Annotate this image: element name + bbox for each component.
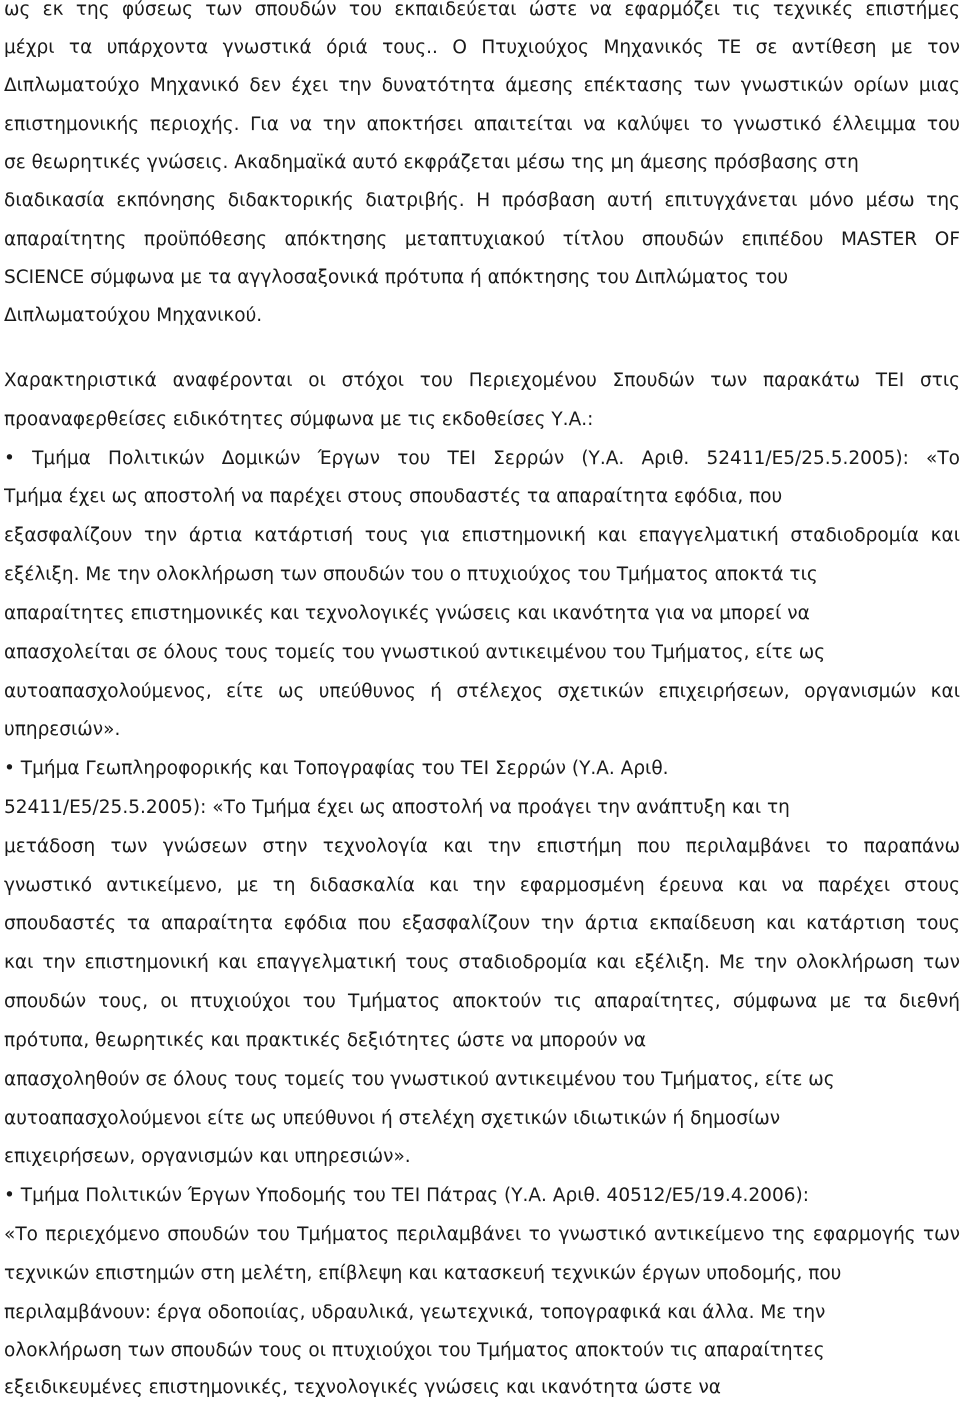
text-line: σπουδών τους, οι πτυχιούχοι του Τμήματος αποκτούν τις απαραίτητες, σύμφωνα με τα διεθνή	[4, 991, 960, 1012]
text-line: 52411/Ε5/25.5.2005): «Το Τμήμα έχει ως αποστολή να προάγει την ανάπτυξη και τη	[4, 797, 790, 818]
text-line: Χαρακτηριστικά αναφέρονται οι στόχοι του Περιεχομένου Σπουδών των παρακάτω ΤΕΙ στις	[4, 370, 960, 391]
bullet-item: • Τμήμα Πολιτικών Έργων Υποδομής του ΤΕΙ Πάτρας (Υ.Α. Αριθ. 40512/Ε5/19.4.2006):	[4, 1185, 809, 1206]
text-line: εξειδικευμένες επιστημονικές, τεχνολογικές γνώσεις και ικανότητα ώστε να	[4, 1377, 721, 1398]
text-line: διαδικασία εκπόνησης διδακτορικής διατριβής. Η πρόσβαση αυτή επιτυγχάνεται μόνο μέσω της	[4, 190, 960, 211]
text-line: μέχρι τα υπάρχοντα γνωστικά όριά τους.. Ο Πτυχιούχος Μηχανικός ΤΕ σε αντίθεση με τον	[4, 37, 960, 58]
text-line: αυτοαπασχολούμενοι είτε ως υπεύθυνοι ή στελέχη σχετικών ιδιωτικών ή δημοσίων	[4, 1108, 781, 1129]
text-line: προαναφερθείσες ειδικότητες σύμφωνα με τις εκδοθείσες Υ.Α.:	[4, 409, 594, 430]
bullet-item: • Τμήμα Γεωπληροφορικής και Τοπογραφίας του ΤΕΙ Σερρών (Υ.Α. Αριθ.	[4, 758, 669, 779]
text-line: Τμήμα έχει ως αποστολή να παρέχει στους σπουδαστές τα απαραίτητα εφόδια, που	[4, 486, 783, 507]
text-line: μετάδοση των γνώσεων στην τεχνολογία και την επιστήμη που περιλαμβάνει το παραπάνω	[4, 836, 960, 857]
text-line: SCIENCE σύμφωνα με τα αγγλοσαξονικά πρότυπα ή απόκτησης του Διπλώματος του	[4, 267, 789, 288]
text-line: περιλαμβάνουν: έργα οδοποιίας, υδραυλικά, γεωτεχνικά, τοπογραφικά και άλλα. Με την	[4, 1302, 826, 1323]
text-line: Διπλωματούχου Μηχανικού.	[4, 305, 263, 326]
text-line: τεχνικών επιστημών στη μελέτη, επίβλεψη και κατασκευή τεχνικών έργων υποδομής, που	[4, 1263, 842, 1284]
text-line: επιχειρήσεων, οργανισμών και υπηρεσιών».	[4, 1146, 411, 1167]
text-line: Διπλωματούχο Μηχανικό δεν έχει την δυνατότητα άμεσης επέκτασης των γνωστικών ορίων μιας	[4, 75, 960, 96]
text-line: αυτοαπασχολούμενος, είτε ως υπεύθυνος ή στέλεχος σχετικών επιχειρήσεων, οργανισμών και	[4, 681, 960, 702]
text-line: εξασφαλίζουν την άρτια κατάρτισή τους για επιστημονική και επαγγελματική σταδιοδρομία και	[4, 525, 960, 546]
text-line: υπηρεσιών».	[4, 719, 121, 740]
text-line: απαραίτητες επιστημονικές και τεχνολογικές γνώσεις και ικανότητα για να μπορεί να	[4, 603, 810, 624]
text-line: και την επιστημονική και επαγγελματική τους σταδιοδρομία και εξέλιξη. Με την ολοκλήρωση των	[4, 952, 960, 973]
text-line: εξέλιξη. Με την ολοκλήρωση των σπουδών του ο πτυχιούχος του Τμήματος αποκτά τις	[4, 564, 818, 585]
text-line: επιστημονικής περιοχής. Για να την αποκτήσει απαιτείται να καλύψει το γνωστικό έλλειμμα του	[4, 114, 960, 135]
text-line: απαραίτητης προϋπόθεσης απόκτησης μεταπτυχιακού τίτλου σπουδών επιπέδου MASTER OF	[4, 229, 960, 250]
text-line: απασχολείται σε όλους τους τομείς του γνωστικού αντικειμένου του Τμήματος, είτε ως	[4, 642, 826, 663]
text-line: «Το περιεχόμενο σπουδών του Τμήματος περιλαμβάνει το γνωστικό αντικείμενο της εφαρμογής των	[4, 1224, 960, 1245]
text-line: γνωστικό αντικείμενο, με τη διδασκαλία και την εφαρμοσμένη έρευνα και να παρέχει στους	[4, 875, 960, 896]
text-line: σε θεωρητικές γνώσεις. Ακαδημαϊκά αυτό εκφράζεται μέσω της μη άμεσης πρόσβασης στη	[4, 152, 859, 173]
text-line: πρότυπα, θεωρητικές και πρακτικές δεξιότητες ώστε να μπορούν να	[4, 1030, 647, 1051]
text-line: απασχοληθούν σε όλους τους τομείς του γνωστικού αντικειμένου του Τμήματος, είτε ως	[4, 1069, 835, 1090]
text-line: ως εκ της φύσεως των σπουδών του εκπαιδεύεται ώστε να εφαρμόζει τις τεχνικές επιστήμες	[4, 0, 960, 20]
bullet-item: • Τμήμα Πολιτικών Δομικών Έργων του ΤΕΙ Σερρών (Υ.Α. Αριθ. 52411/Ε5/25.5.2005): «Το	[4, 448, 960, 469]
text-line: ολοκλήρωση των σπουδών τους οι πτυχιούχοι του Τμήματος αποκτούν τις απαραίτητες	[4, 1340, 825, 1361]
text-line: σπουδαστές τα απαραίτητα εφόδια που εξασφαλίζουν την άρτια εκπαίδευση και κατάρτιση τους	[4, 913, 960, 934]
